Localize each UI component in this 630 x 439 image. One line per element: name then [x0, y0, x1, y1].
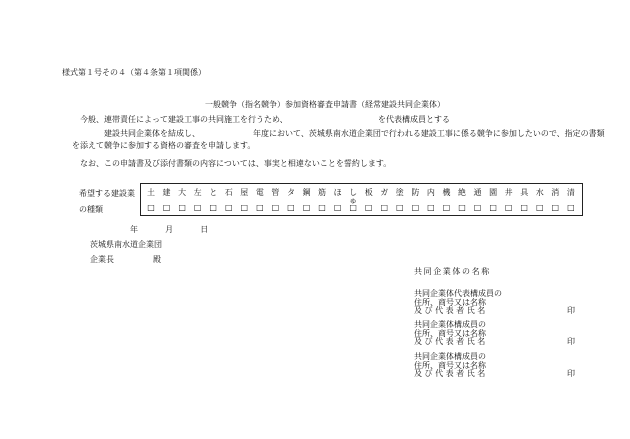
trade-checkbox[interactable]: □	[504, 203, 513, 212]
date-month: 月	[165, 225, 174, 234]
trade-name: 大	[178, 188, 187, 197]
trade-name: 板	[364, 188, 373, 197]
body-paragraph-1b: を代表構成員とする	[378, 115, 450, 124]
trade-name: ガ	[380, 188, 389, 197]
trade-name: 屋	[240, 188, 249, 197]
representative-block	[414, 290, 502, 316]
member1-block	[414, 321, 486, 347]
trade-name: 防	[411, 188, 420, 197]
trade-label-line2: の種類	[79, 205, 103, 214]
body-paragraph-4: なお、この申請書及び添付書類の内容については、事実と相違ないことを誓約します。	[80, 159, 392, 168]
trade-name: タ	[286, 188, 295, 197]
trade-name: 石	[224, 188, 233, 197]
body-paragraph-3: を添えて競争に参加する資格の審査を申請します。	[72, 141, 256, 150]
trade-name: 建	[162, 188, 171, 197]
trade-name: 絶	[458, 188, 466, 197]
member2-line2: 住所、商号又は名称	[414, 360, 486, 370]
addressee-title: 企業長	[90, 255, 114, 264]
trade-checkbox[interactable]: □	[162, 203, 171, 212]
trade-checkbox[interactable]: □	[333, 203, 342, 212]
body-paragraph-2a: 建設共同企業体を結成し、	[104, 129, 200, 138]
trade-name: 筋	[318, 188, 327, 197]
trade-checkbox[interactable]: □	[287, 203, 295, 212]
trade-checkbox[interactable]: □	[364, 203, 373, 212]
representative-line1: 共同企業体代表構成員の	[414, 289, 502, 298]
trade-name: 鋼	[302, 188, 311, 197]
trade-name: 井	[504, 188, 513, 197]
trade-checkbox[interactable]: □	[302, 203, 311, 212]
trade-checkbox[interactable]: □	[271, 203, 280, 212]
trade-name: と	[209, 188, 218, 197]
form-number-label: 様式第１号その４（第４条第１項関係）	[62, 68, 206, 77]
trade-name: 消	[551, 188, 560, 197]
trade-checkbox[interactable]: □	[256, 203, 264, 212]
member1-line3: 及 び 代 表 者 氏 名	[414, 337, 486, 346]
trade-checkbox[interactable]: □	[147, 203, 155, 212]
document-title: 一般競争（指名競争）参加資格審査申請書（経常建設共同企業体）	[205, 100, 445, 109]
trade-name: しゅ	[349, 188, 358, 205]
trade-checkbox[interactable]: □	[535, 203, 544, 212]
member1-line2: 住所、商号又は名称	[414, 328, 486, 338]
trade-name: 通	[473, 188, 482, 197]
body-paragraph-2b: 年度において、茨城県南水道企業団で行われる建設工事に係る競争に参加したいので、指定の書類	[253, 129, 605, 138]
trade-checkbox[interactable]: □	[473, 203, 482, 212]
addressee-organization: 茨城県南水道企業団	[90, 240, 162, 249]
member1-seal: 印	[567, 337, 575, 346]
trade-name: 左	[193, 188, 202, 197]
addressee-honorific: 殿	[153, 255, 161, 264]
trade-checkbox[interactable]: □	[209, 203, 217, 212]
trade-checkbox[interactable]: □	[178, 203, 186, 212]
trade-checkbox[interactable]: □	[380, 203, 389, 212]
representative-line2: 住所、商号又は名称	[414, 297, 486, 307]
member2-seal: 印	[567, 369, 575, 378]
trade-checkbox[interactable]: □	[442, 203, 451, 212]
trade-name: 園	[489, 188, 498, 197]
trade-name: 管	[271, 188, 280, 197]
trade-checkbox[interactable]: □	[458, 203, 466, 212]
trade-checkbox[interactable]: □	[551, 203, 560, 212]
date-day: 日	[200, 225, 209, 234]
trade-checkbox[interactable]: □	[224, 203, 233, 212]
body-paragraph-1a: 今般、連帯責任によって建設工事の共同施工を行うため、	[80, 115, 288, 124]
trade-checkbox[interactable]: □	[427, 203, 435, 212]
member2-line3: 及 び 代 表 者 氏 名	[414, 369, 486, 378]
trade-name: 土	[147, 188, 155, 197]
trade-name: 具	[520, 188, 529, 197]
jv-name-label: 共同企業体の名称	[414, 267, 491, 276]
trade-checkbox[interactable]: □	[411, 203, 420, 212]
trade-checkbox[interactable]: □	[318, 203, 326, 212]
trade-name: 塗	[395, 188, 404, 197]
member1-line1: 共同企業体構成員の	[414, 320, 486, 329]
trade-checkbox[interactable]: □	[193, 203, 202, 212]
trade-checkbox[interactable]: □	[567, 203, 575, 212]
trade-checkbox[interactable]: □	[489, 203, 497, 212]
trade-checkbox[interactable]: □	[240, 203, 249, 212]
representative-line3: 及 び 代 表 者 氏 名	[414, 306, 486, 315]
date-year: 年	[130, 225, 138, 234]
trade-name: ほ	[333, 188, 342, 197]
member2-block	[414, 353, 486, 379]
member2-line1: 共同企業体構成員の	[414, 352, 486, 361]
trade-name: 清	[566, 188, 575, 197]
trade-checkbox[interactable]: □	[396, 203, 404, 212]
trade-selection-box	[140, 183, 583, 216]
trade-name: 水	[535, 188, 544, 197]
trade-checkbox[interactable]: □	[349, 203, 357, 212]
trade-name: 内	[426, 188, 435, 197]
trade-name: 電	[255, 188, 264, 197]
representative-seal: 印	[567, 306, 575, 315]
date-line	[130, 226, 208, 234]
trade-name: 機	[442, 188, 451, 197]
trade-label-line1: 希望する建設業	[79, 189, 135, 198]
trade-checkbox[interactable]: □	[520, 203, 528, 212]
